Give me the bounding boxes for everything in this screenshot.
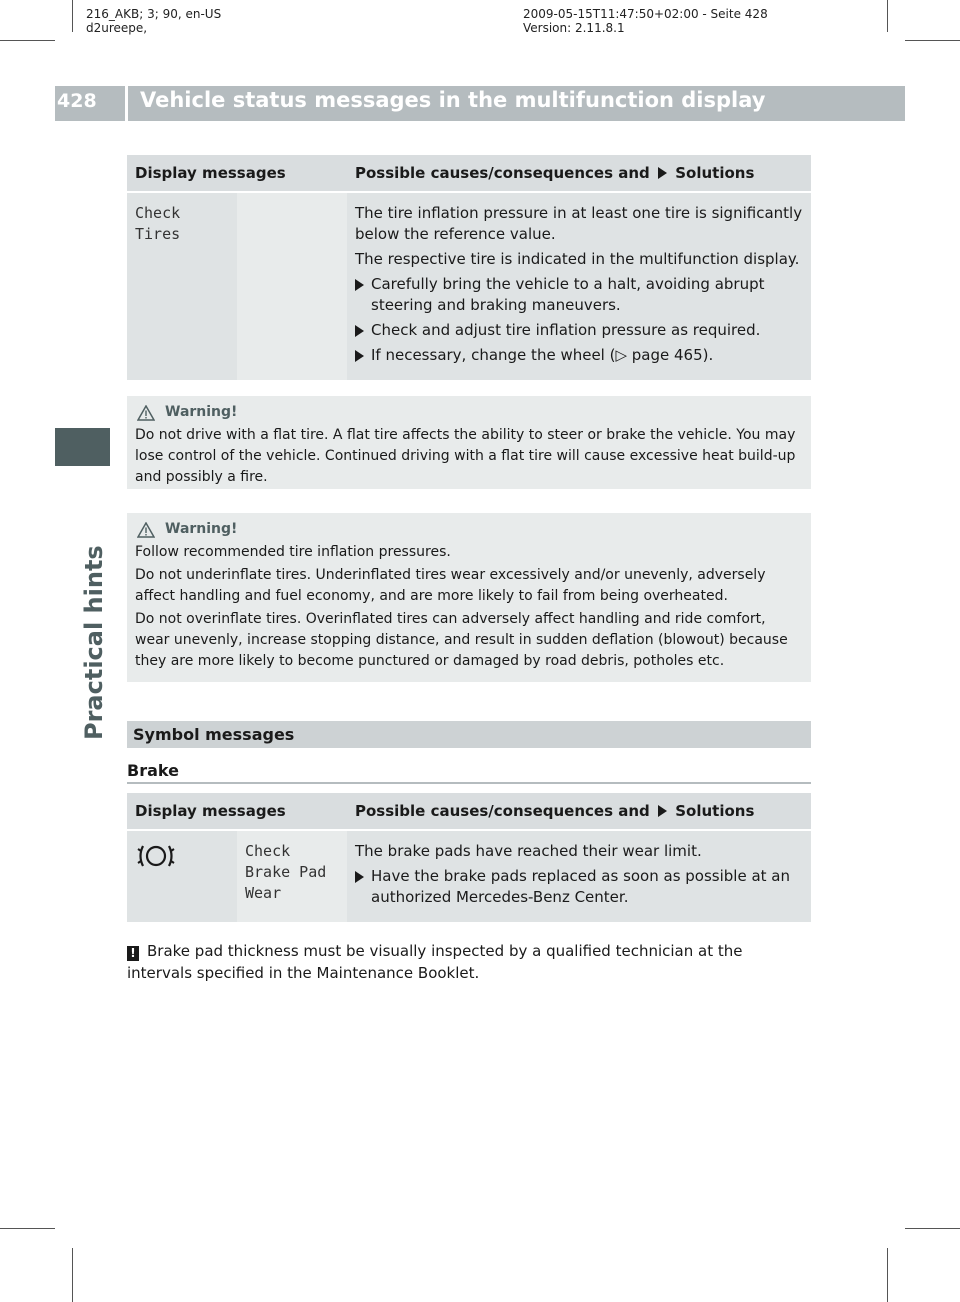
warning-triangle-icon — [137, 522, 155, 538]
warning-text: Do not underinflate tires. Underinflated tires wear excessively and/or unevenly, adversely affect handling and fuel economy, and are more likely to fail from being overheated. — [135, 567, 766, 604]
solution-cell — [347, 192, 811, 380]
caution-note — [127, 940, 811, 984]
display-text-line: Check — [135, 204, 181, 222]
header-divider — [125, 55, 128, 121]
arrow-icon — [355, 325, 364, 337]
warning-header — [137, 519, 803, 540]
meta-left-line2: d2ureepe, — [86, 21, 148, 35]
solution-cell — [347, 830, 811, 922]
warning-label: Warning! — [165, 404, 238, 420]
subsection-rule — [127, 782, 811, 784]
warning-header — [137, 402, 803, 423]
warning-box — [127, 396, 811, 489]
cause-text: The tire inflation pressure in at least one tire is significantly below the reference value. — [355, 204, 803, 243]
display-text-line: Brake Pad — [245, 863, 327, 881]
cause-text: The brake pads have reached their wear limit. — [355, 842, 702, 860]
note-text: Brake pad thickness must be visually inspected by a qualified technician at the intervals specified in the Maintenance Booklet. — [127, 942, 743, 982]
arrow-icon — [658, 167, 667, 179]
solution-step — [355, 866, 803, 908]
col-display-messages: Display messages — [127, 155, 347, 192]
print-meta-right — [523, 7, 768, 35]
crop-mark — [887, 0, 888, 32]
symbol-cell — [237, 192, 347, 380]
arrow-icon — [355, 871, 364, 883]
warning-label: Warning! — [165, 521, 238, 537]
solution-step — [355, 345, 803, 366]
arrow-icon — [355, 350, 364, 362]
warning-box — [127, 513, 811, 682]
brake-message-table — [127, 793, 811, 922]
arrow-icon — [658, 805, 667, 817]
subsection-title: Brake — [127, 761, 179, 780]
side-tab-label: Practical hints — [80, 545, 108, 740]
tire-message-table — [127, 155, 811, 380]
brake-wear-icon — [135, 841, 177, 871]
side-tab-marker — [55, 428, 110, 466]
page-number: 428 — [57, 90, 97, 112]
crop-mark — [887, 1248, 888, 1302]
step-text: Have the brake pads replaced as soon as possible at an authorized Mercedes-Benz Center. — [371, 867, 791, 906]
print-meta-left — [86, 7, 221, 35]
step-text: Carefully bring the vehicle to a halt, avoiding abrupt steering and braking maneuvers. — [371, 275, 765, 314]
warning-text: Do not overinflate tires. Overinflated tires can adversely affect handling and ride comfort, wear unevenly, increase stopping distance, and result in sudden deflation (blowout) because they are more likely to become punctured or damaged by road debris, potholes etc. — [135, 611, 788, 669]
crop-mark — [0, 40, 55, 41]
warning-text: Do not drive with a flat tire. A flat tire affects the ability to steer or brake the vehicle. You may lose control of the vehicle. Continued driving with a flat tire will cause excessive heat build-up and possibly a fire. — [135, 427, 796, 485]
display-message-cell — [127, 192, 237, 380]
section-title: Symbol messages — [133, 725, 295, 744]
exclamation-icon: ! — [127, 946, 139, 961]
meta-left-line1: 216_AKB; 3; 90, en-US — [86, 7, 222, 21]
step-text: Check and adjust tire inflation pressure as required. — [371, 321, 761, 339]
col-causes-label: Possible causes/consequences and — [355, 802, 650, 820]
crop-mark — [72, 0, 73, 32]
display-text-line: Check — [245, 842, 291, 860]
meta-right-line2: Version: 2.11.8.1 — [523, 21, 625, 35]
crop-mark — [905, 40, 960, 41]
col-causes-solutions — [347, 155, 811, 192]
crop-mark — [72, 1248, 73, 1302]
step-text: If necessary, change the wheel (▷ page 465). — [371, 346, 714, 364]
crop-mark — [905, 1228, 960, 1229]
warning-triangle-icon — [137, 405, 155, 421]
col-solutions-label: Solutions — [675, 164, 755, 182]
meta-right-line1: 2009-05-15T11:47:50+02:00 - Seite 428 — [523, 7, 768, 21]
col-solutions-label: Solutions — [675, 802, 755, 820]
arrow-icon — [355, 279, 364, 291]
page-title: Vehicle status messages in the multifunction display — [140, 88, 766, 112]
col-causes-label: Possible causes/consequences and — [355, 164, 650, 182]
table-row — [127, 192, 811, 380]
crop-mark — [0, 1228, 55, 1229]
display-text-line: Wear — [245, 884, 282, 902]
solution-step — [355, 320, 803, 341]
col-causes-solutions — [347, 793, 811, 830]
solution-step — [355, 274, 803, 316]
symbol-cell — [127, 830, 237, 922]
table-header-row — [127, 793, 811, 830]
display-text-line: Tires — [135, 225, 181, 243]
display-message-cell — [237, 830, 347, 922]
col-display-messages: Display messages — [127, 793, 347, 830]
cause-text: The respective tire is indicated in the multifunction display. — [355, 250, 800, 268]
table-row — [127, 830, 811, 922]
table-header-row — [127, 155, 811, 192]
warning-text: Follow recommended tire inflation pressures. — [135, 544, 451, 560]
